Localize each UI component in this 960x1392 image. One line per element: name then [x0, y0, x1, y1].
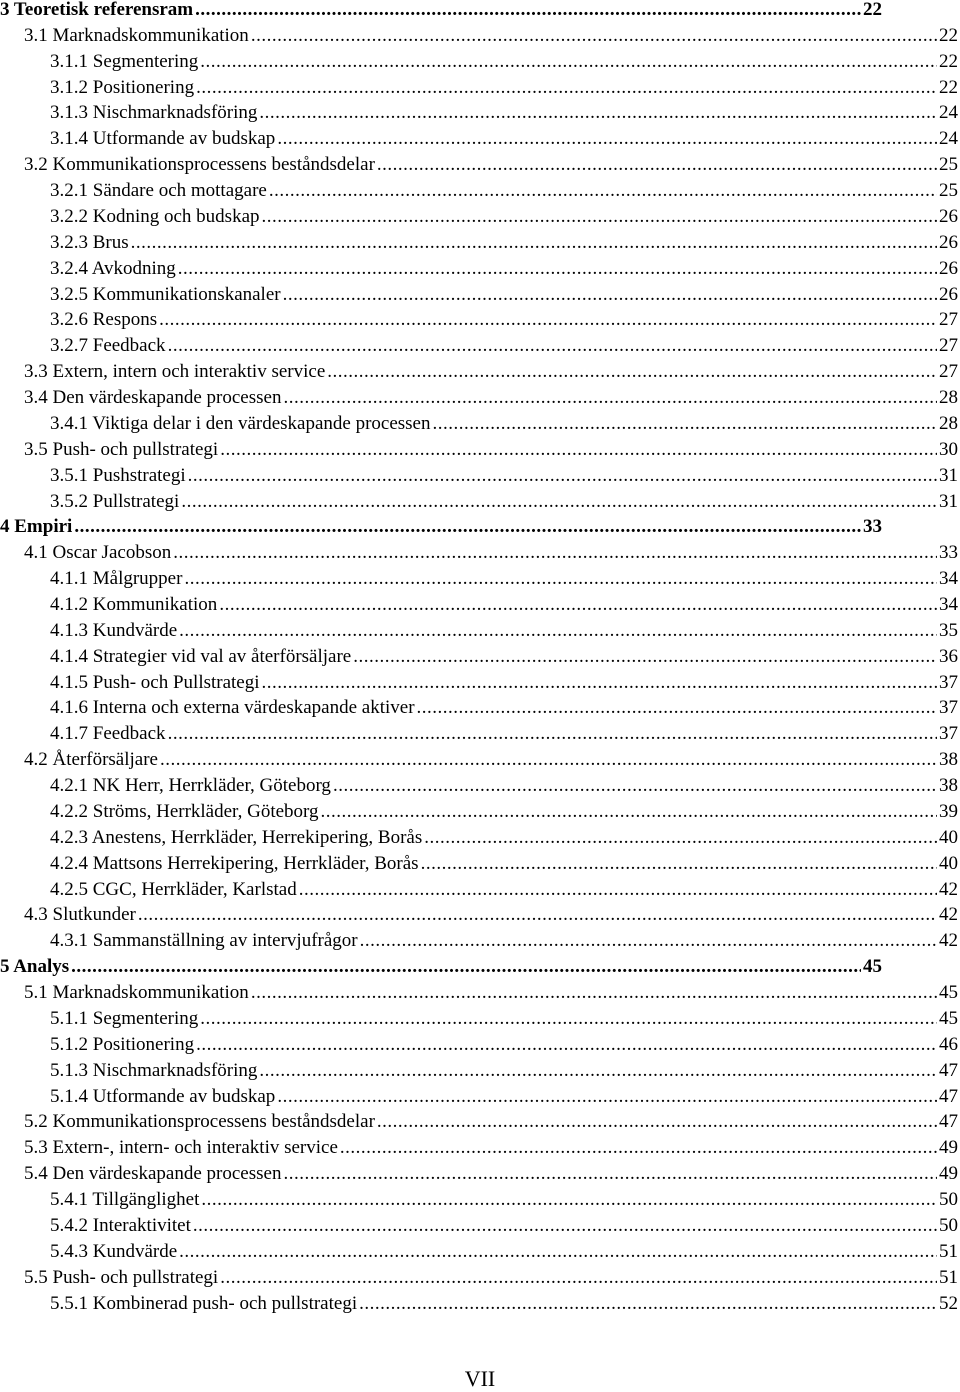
toc-dot-leader [219, 593, 937, 617]
toc-entry-label: 3.5 Push- och pullstrategi [24, 438, 219, 460]
toc-entry-page: 51 [939, 1266, 958, 1288]
toc-entry-page: 33 [863, 516, 882, 538]
toc-entry-label: 4.3 Slutkunder [24, 904, 136, 926]
toc-dot-leader [360, 929, 937, 953]
toc-entry-page: 35 [939, 619, 958, 641]
toc-entry-label: 3.3 Extern, intern och interaktiv service [24, 361, 326, 383]
toc-entry[interactable] [24, 24, 958, 48]
toc-entry-label: 5.1.3 Nischmarknadsföring [50, 1059, 258, 1081]
toc-entry[interactable] [24, 360, 958, 384]
toc-entry[interactable] [50, 283, 958, 307]
toc-entry[interactable] [50, 1033, 958, 1057]
toc-entry[interactable] [50, 308, 958, 332]
toc-entry-label: 5.5.1 Kombinerad push- och pullstrategi [50, 1292, 358, 1314]
toc-entry[interactable] [24, 748, 958, 772]
toc-dot-leader [188, 464, 937, 488]
toc-dot-leader [179, 1240, 937, 1264]
toc-dot-leader [173, 541, 937, 565]
toc-entry-label: 3 Teoretisk referensram [0, 0, 194, 20]
toc-entry[interactable] [50, 878, 958, 902]
toc-entry-page: 51 [939, 1240, 958, 1262]
toc-entry-page: 47 [939, 1111, 958, 1133]
toc-dot-leader [421, 852, 937, 876]
toc-entry[interactable] [50, 179, 958, 203]
toc-dot-leader [321, 800, 937, 824]
toc-entry[interactable] [50, 1292, 958, 1316]
toc-entry[interactable] [24, 1136, 958, 1160]
toc-dot-leader [200, 1007, 937, 1031]
toc-entry-label: 3.4.1 Viktiga delar i den värdeskapande processen [50, 412, 431, 434]
toc-entry-page: 49 [939, 1137, 958, 1159]
toc-dot-leader [377, 153, 937, 177]
toc-dot-leader [417, 696, 937, 720]
toc-entry-label: 3.2.2 Kodning och budskap [50, 205, 260, 227]
toc-entry-page: 37 [939, 671, 958, 693]
toc-entry-page: 37 [939, 697, 958, 719]
toc-entry-label: 4.2.3 Anestens, Herrkläder, Herrekipering, Borås [50, 826, 423, 848]
toc-dot-leader [299, 878, 937, 902]
toc-entry-page: 26 [939, 231, 958, 253]
toc-dot-leader [195, 0, 861, 22]
toc-entry-page: 26 [939, 257, 958, 279]
toc-entry-label: 5.4 Den värdeskapande processen [24, 1163, 282, 1185]
toc-entry-page: 30 [939, 438, 958, 460]
toc-dot-leader [220, 438, 937, 462]
toc-entry-page: 31 [939, 464, 958, 486]
toc-dot-leader [201, 1188, 937, 1212]
toc-entry-label: 4.2.5 CGC, Herrkläder, Karlstad [50, 878, 297, 900]
toc-entry[interactable] [24, 386, 958, 410]
toc-entry-label: 3.1.4 Utformande av budskap [50, 128, 276, 150]
toc-dot-leader [269, 179, 937, 203]
toc-entry-label: 5 Analys [0, 956, 70, 978]
toc-entry-label: 3.2.4 Avkodning [50, 257, 176, 279]
toc-entry[interactable] [0, 0, 882, 22]
toc-entry-page: 42 [939, 904, 958, 926]
toc-entry[interactable] [50, 619, 958, 643]
toc-entry-page: 25 [939, 180, 958, 202]
toc-entry-page: 22 [863, 0, 882, 20]
toc-entry[interactable] [24, 1266, 958, 1290]
toc-entry-label: 3.2 Kommunikationsprocessens beståndsdelar [24, 154, 375, 176]
page-number: VII [464, 1366, 496, 1391]
toc-entry-page: 50 [939, 1214, 958, 1236]
toc-entry-label: 5.3 Extern-, intern- och interaktiv service [24, 1137, 338, 1159]
toc-entry-page: 36 [939, 645, 958, 667]
toc-entry-page: 40 [939, 826, 958, 848]
toc-dot-leader [220, 1266, 937, 1290]
toc-entry-page: 28 [939, 387, 958, 409]
toc-dot-leader [184, 567, 937, 591]
toc-entry-label: 3.5.1 Pushstrategi [50, 464, 186, 486]
toc-entry[interactable] [50, 76, 958, 100]
toc-dot-leader [159, 308, 937, 332]
toc-dot-leader [353, 645, 937, 669]
toc-entry-page: 31 [939, 490, 958, 512]
toc-entry[interactable] [50, 1188, 958, 1212]
toc-entry[interactable] [24, 981, 958, 1005]
toc-entry-label: 3.2.1 Sändare och mottagare [50, 180, 267, 202]
toc-dot-leader [424, 826, 937, 850]
toc-entry[interactable] [50, 127, 958, 151]
toc-entry-label: 4.1.3 Kundvärde [50, 619, 178, 641]
toc-entry-label: 4.1.4 Strategier vid val av återförsäljare [50, 645, 352, 667]
toc-dot-leader [196, 1033, 937, 1057]
toc-dot-leader [168, 334, 937, 358]
toc-dot-leader [333, 774, 937, 798]
toc-entry-page: 22 [939, 76, 958, 98]
toc-entry-page: 26 [939, 283, 958, 305]
toc-entry-page: 27 [939, 361, 958, 383]
toc-entry-page: 25 [939, 154, 958, 176]
toc-dot-leader [262, 671, 937, 695]
toc-entry-page: 39 [939, 800, 958, 822]
toc-entry[interactable] [50, 50, 958, 74]
toc-dot-leader [138, 903, 937, 927]
toc-dot-leader [259, 1059, 937, 1083]
toc-dot-leader [181, 490, 937, 514]
toc-entry-label: 4.1.1 Målgrupper [50, 568, 183, 590]
toc-entry-page: 49 [939, 1163, 958, 1185]
toc-entry[interactable] [50, 101, 958, 125]
toc-entry[interactable] [50, 1007, 958, 1031]
toc-entry-label: 5.1.1 Segmentering [50, 1007, 199, 1029]
toc-entry-label: 3.1.1 Segmentering [50, 50, 199, 72]
toc-dot-leader [251, 981, 937, 1005]
toc-entry-label: 4.1.7 Feedback [50, 723, 166, 745]
toc-dot-leader [277, 127, 937, 151]
toc-dot-leader [131, 231, 937, 255]
toc-entry-page: 38 [939, 749, 958, 771]
toc-entry-page: 37 [939, 723, 958, 745]
toc-dot-leader [327, 360, 937, 384]
toc-entry[interactable] [50, 696, 958, 720]
toc-entry-label: 5.2 Kommunikationsprocessens beståndsdelar [24, 1111, 375, 1133]
toc-entry-label: 3.5.2 Pullstrategi [50, 490, 180, 512]
toc-entry[interactable] [50, 826, 958, 850]
toc-entry-label: 3.1.2 Positionering [50, 76, 195, 98]
toc-entry[interactable] [24, 438, 958, 462]
toc-entry[interactable] [24, 541, 958, 565]
toc-entry-page: 45 [939, 1007, 958, 1029]
toc-entry[interactable] [50, 800, 958, 824]
toc-dot-leader [193, 1214, 937, 1238]
toc-dot-leader [251, 24, 937, 48]
toc-entry-page: 34 [939, 568, 958, 590]
toc-entry-page: 22 [939, 24, 958, 46]
toc-entry-page: 27 [939, 335, 958, 357]
toc-entry-page: 42 [939, 930, 958, 952]
toc-entry[interactable] [50, 567, 958, 591]
toc-entry-page: 24 [939, 102, 958, 124]
toc-dot-leader [283, 283, 937, 307]
toc-entry-label: 4.1.2 Kommunikation [50, 594, 218, 615]
toc-entry-label: 5.4.3 Kundvärde [50, 1240, 178, 1262]
toc-entry-page: 40 [939, 852, 958, 874]
toc-entry[interactable] [24, 153, 958, 177]
toc-entry-label: 3.1 Marknadskommunikation [24, 24, 249, 46]
toc-dot-leader [433, 412, 938, 436]
toc-entry-label: 5.5 Push- och pullstrategi [24, 1266, 219, 1288]
toc-entry-page: 38 [939, 775, 958, 797]
toc-entry[interactable] [50, 1214, 958, 1238]
toc-dot-leader [377, 1110, 937, 1134]
toc-entry-label: 4.1.6 Interna och externa värdeskapande aktiver [50, 697, 415, 719]
toc-dot-leader [340, 1136, 937, 1160]
toc-dot-leader [160, 748, 937, 772]
toc-entry-label: 4.3.1 Sammanställning av intervjufrågor [50, 930, 358, 952]
toc-entry-page: 27 [939, 309, 958, 331]
toc-entry-page: 26 [939, 205, 958, 227]
toc-entry-label: 3.2.7 Feedback [50, 335, 166, 357]
toc-entry-page: 34 [939, 594, 958, 615]
toc-entry[interactable] [50, 929, 958, 953]
toc-entry-page: 24 [939, 128, 958, 150]
toc-entry-page: 46 [939, 1033, 958, 1055]
toc-entry[interactable] [50, 722, 958, 746]
toc-entry[interactable] [50, 1240, 958, 1264]
toc-entry-page: 52 [939, 1292, 958, 1314]
toc-entry-page: 42 [939, 878, 958, 900]
toc-dot-leader [200, 50, 937, 74]
toc-entry[interactable] [50, 1059, 958, 1083]
toc-entry[interactable] [24, 903, 958, 927]
toc-entry[interactable] [50, 334, 958, 358]
toc-dot-leader [262, 205, 937, 229]
toc-entry[interactable] [24, 1162, 958, 1186]
toc-entry-label: 5.1.4 Utformande av budskap [50, 1085, 276, 1107]
toc-entry-page: 47 [939, 1085, 958, 1107]
toc-entry-label: 4 Empiri [0, 516, 73, 538]
toc-entry[interactable] [50, 231, 958, 255]
toc-entry-page: 47 [939, 1059, 958, 1081]
toc-dot-leader [277, 1085, 937, 1109]
toc-entry-label: 4.1 Oscar Jacobson [24, 542, 172, 564]
toc-entry-page: 45 [939, 982, 958, 1004]
toc-entry-label: 3.4 Den värdeskapande processen [24, 387, 282, 409]
toc-entry-page: 22 [939, 50, 958, 72]
toc-entry-label: 4.2 Återförsäljare [24, 749, 158, 771]
toc-entry[interactable] [50, 645, 958, 669]
toc-dot-leader [74, 515, 861, 539]
toc-entry[interactable] [50, 852, 958, 876]
toc-dot-leader [283, 1162, 937, 1186]
toc-dot-leader [179, 619, 937, 643]
toc-entry[interactable] [50, 205, 958, 229]
toc-entry-label: 5.1 Marknadskommunikation [24, 982, 249, 1004]
toc-entry[interactable] [50, 490, 958, 514]
toc-entry[interactable] [50, 412, 958, 436]
toc-dot-leader [178, 257, 937, 281]
toc-entry[interactable] [50, 464, 958, 488]
toc-entry-label: 3.1.3 Nischmarknadsföring [50, 102, 258, 124]
toc-entry[interactable] [50, 257, 958, 281]
toc-entry-label: 3.2.5 Kommunikationskanaler [50, 283, 281, 305]
toc-entry-page: 28 [939, 412, 958, 434]
toc-entry-label: 3.2.3 Brus [50, 231, 129, 253]
toc-entry-label: 5.1.2 Positionering [50, 1033, 195, 1055]
toc-entry-label: 3.2.6 Respons [50, 309, 158, 331]
toc-entry-page: 45 [863, 956, 882, 978]
toc-entry-label: 5.4.1 Tillgänglighet [50, 1189, 200, 1211]
toc-dot-leader [283, 386, 937, 410]
toc-entry-label: 4.2.4 Mattsons Herrekipering, Herrkläder, Borås [50, 852, 419, 874]
toc-entry-page: 33 [939, 542, 958, 564]
toc-entry-label: 5.4.2 Interaktivitet [50, 1214, 191, 1236]
toc-entry[interactable] [24, 1110, 958, 1134]
toc-entry[interactable] [0, 955, 882, 979]
toc-dot-leader [71, 955, 861, 979]
toc-entry-label: 4.2.1 NK Herr, Herrkläder, Göteborg [50, 775, 331, 797]
toc-entry-label: 4.2.2 Ströms, Herrkläder, Göteborg [50, 800, 319, 822]
toc-dot-leader [259, 101, 937, 125]
toc-entry[interactable] [0, 515, 882, 539]
toc-dot-leader [359, 1292, 937, 1316]
toc-entry[interactable] [50, 1085, 958, 1109]
toc-entry[interactable] [50, 593, 958, 617]
toc-dot-leader [196, 76, 937, 100]
toc-dot-leader [168, 722, 937, 746]
toc-entry-label: 4.1.5 Push- och Pullstrategi [50, 671, 260, 693]
toc-entry-page: 50 [939, 1189, 958, 1211]
toc-entry[interactable] [50, 774, 958, 798]
toc-entry[interactable] [50, 671, 958, 695]
